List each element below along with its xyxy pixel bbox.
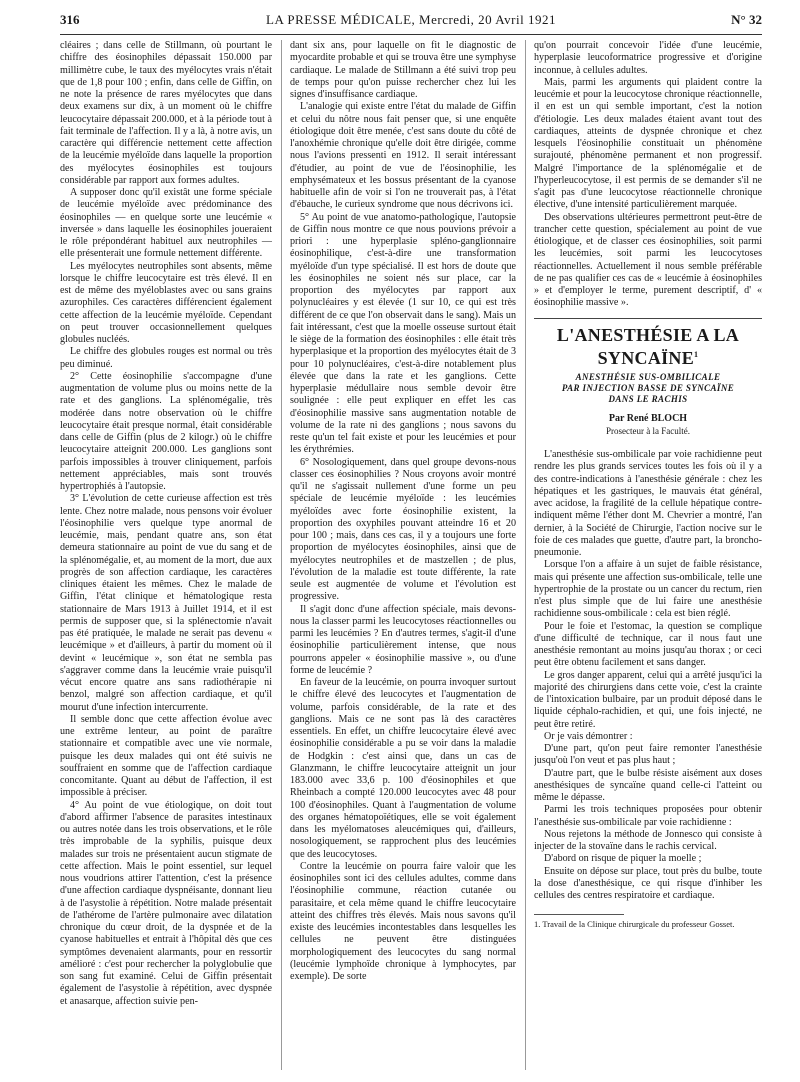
page-number: 316 — [60, 12, 80, 27]
header-rule — [60, 34, 762, 35]
paragraph: Le chiffre des globules rouges est normal ou très peu diminué. — [60, 346, 272, 370]
article-separator — [534, 318, 762, 319]
paragraph: L'anesthésie sus-ombilicale par voie rachidienne peut rendre les plus grands services toutes les fois où il y a des contre-indications à l'anesthésie générale : chez les hépatiques et les gastriques, le mauvais état général, avec acidose, la fragilité de la cellule hépatique contre-indiquent même l'éther dont M. Chevrier a montré, l'an dernier, à la Société de Chirurgie, l'action nocive sur le foie de ces malades que guette, d'autre part, la broncho-pneumonie. — [534, 449, 762, 558]
article-title-text: L'ANESTHÉSIE A LA SYNCAÏNE — [556, 324, 740, 368]
paragraph: Des observations ultérieures permettront peut-être de trancher cette question, spécialement au point de vue étiologique, et de classer ces éosinophilies, soit parmi les leucémies, soit parmi les leucocytoses réactionnelles. Actuellement il nous semble préférable de ne pas qualifier ces cas de « leucémie à éosinophiles » et d'employer le terme, purement descriptif, d' « éosinophilie massive ». — [534, 211, 762, 309]
article-subtitle: DANS LE RACHIS — [608, 393, 688, 404]
article-subtitle: PAR INJECTION BASSE DE SYNCAÏNE — [561, 382, 735, 393]
paragraph: Le gros danger apparent, celui qui a arrêté jusqu'ici la majorité des chirurgiens dans cette voie, c'est la crainte de l'intoxication bulbaire, par un produit déposé dans le liquide céphalo-rachidien, et qui, une fois injecté, ne peut être retiré. — [534, 669, 762, 730]
paragraph: D'autre part, que le bulbe résiste aisément aux doses anesthésiques de syncaïne quand celle-ci l'atteint ou même le dépasse. — [534, 767, 762, 803]
journal-title: LA PRESSE MÉDICALE, Mercredi, 20 Avril 1921 — [266, 12, 556, 27]
paragraph: Il s'agit donc d'une affection spéciale, mais devons-nous la classer parmi les leucocytoses réactionnelles ou parmi les leucémies ? En d'autres termes, s'agit-il d'une éosinophilie particulièrement intense, que nous pourrons appeler « éosinophilie massive », ou d'une forme de leucémie ? — [290, 603, 516, 676]
article-author: Par René BLOCH — [608, 412, 688, 424]
paragraph: Ensuite on dépose sur place, tout près du bulbe, toute la dose d'anesthésique, ce qui risque d'inhiber les cellules des centres respiratoire et cardiaque. — [534, 865, 762, 901]
article-title — [534, 325, 762, 368]
paragraph: L'analogie qui existe entre l'état du malade de Giffin et celui du nôtre nous fait penser que, si une enquête étiologique doit être menée, c'est sans doute du côté de l'anoxhémie chronique qu'elle doit être dirigée, comme nous l'avions pressenti en 1912. Il serait intéressant d'étudier, au point de vue de l'éosinophilie, les emphysémateux et les bossus présentant de la cyanose habituelle afin de voir si l'on ne trouverait pas, à l'état d'ébauche, le curieux syndrome que nous décrivons ici. — [290, 101, 516, 211]
paragraph: Or je vais démontrer : — [544, 730, 633, 742]
footnote-rule — [534, 914, 624, 915]
paragraph: 5° Au point de vue anatomo-pathologique, l'autopsie de Giffin nous montre ce que nous pouvions prévoir a priori : une hyperplasie spléno-ganglionnaire éosinophilique, c'est-à-dire une transformation myéloïde d'un type spécialisé. Il est hors de doute que les éosinophiles ne soient nés sur place, car la proportion des myélocytes par rapport aux polynucléaires y est élevée (1 sur 10, ce qui est très différent de ce que l'on observait dans le sang). Mais un fait intéressant, c'est que la moelle osseuse surtout était le siège de la formation des éosinophiles : elle était très hyperplasique et la proportion des myélocytes était de 3 pour 10 polynucléaires, c'est-à-dire notablement plus élevée que dans la rate et les ganglions. Cette hyperplasie médullaire nous semble devoir être soulignée : elle peut expliquer en effet les cas d'éosinophilie massive sans augmentation notable de volume de la rate ni des ganglions ; nous savons du reste qu'un tel fait existe et pour les leucémies et pour les érythrémies. — [290, 211, 516, 456]
issue-number: N° 32 — [731, 12, 762, 27]
article-subtitle: ANESTHÉSIE SUS-OMBILICALE — [575, 371, 721, 382]
footnote-marker: 1 — [694, 349, 699, 359]
paragraph: 2° Cette éosinophilie s'accompagne d'une augmentation de volume plus ou moins nette de la rate et des ganglions. La splénomégalie, très modérée dans notre observation où le chiffre leucocytaire était presque normal, était considérable dans celle de Giffin (plus de 2 kilogr.) où le chiffre leucocytaire atteignit 200.000. Les ganglions sont parfois impossibles à trouver cliniquement, parfois nettement appréciables, mais sont trouvés hypertrophiés à l'autopsie. — [60, 370, 272, 492]
column-divider — [281, 40, 282, 1070]
paragraph: 4° Au point de vue étiologique, on doit tout d'abord affirmer l'absence de parasites intestinaux ou autres notée dans les trois observations, et le rôle très improbable de la syphilis, puisque deux malades sur trois ne présentaient aucun stigmate de cette affection. Mais le point essentiel, sur lequel nous voudrions attirer l'attention, c'est la présence d'une affection cardiaque dyspnéisante, donnant lieu à de l'asystolie à répétition. Notre malade présentait de l'athérome de l'artère pulmonaire avec dilatation chronique du cœur droit, de la dyspnée et de la cyanose habituelles et entrait à l'hôpital dès que ces symptômes devenaient alarmants, pour en ressortir amélioré : c'est pour rechercher la polyglobulie que son sang fut examiné. Celui de Giffin présentait également de l'asystolie à répétition, avec dyspnée et anasarque, affection suivie pen- — [60, 799, 272, 1007]
paragraph: 3° L'évolution de cette curieuse affection est très lente. Chez notre malade, nous pensons voir évoluer l'éosinophilie vers quelque type anormal de leucémie, mais, pendant quatre ans, son état demeura stationnaire au point de vue du sang et de la splénomégalie, et, au moment de la mort, due aux progrès de son affection cardiaque, les caractères cliniques étaient les mêmes. Chez le malade de Giffin, l'état clinique et hématologique resta stationnaire de Mars 1913 à Juillet 1914, et il est permis de supposer que, si la splénectomie n'avait pas été pratiquée, le malade ne serait pas devenu « leucémique » et d'ailleurs, à partir du moment où il devint « leucémique », son état ne sembla pas s'aggraver comme dans la leucémie vraie puisqu'il vécut encore quatre ans sans radiothérapie ni benzol, malgré son affection cardiaque, et qu'il mourut d'une infection intercurrente. — [60, 493, 272, 713]
paragraph: cléaires ; dans celle de Stillmann, où pourtant le chiffre des éosinophiles dépassait 150.000 par millimètre cube, le taux des myélocytes vrais n'était que de 1,8 pour 100 ; enfin, dans celle de Giffin, on ne note la présence de rares myélocytes que dans deux examens sur dix, à un moment où le chiffre leucocytaire dépassait 200.000, et à la période tout à fait terminale de l'affection. Il y a là, à notre avis, un caractère qui différencie nettement cette affection de la leucémie myéloïde dans laquelle la proportion des myélocytes éosinophiles est toujours considérable par rapport aux formes adultes. — [60, 40, 272, 186]
paragraph: Parmi les trois techniques proposées pour obtenir l'anesthésie sus-ombilicale par voie rachidienne : — [534, 804, 762, 828]
paragraph: Les myélocytes neutrophiles sont absents, même lorsque le chiffre leucocytaire est très élevé. Il en est de même des myéloblastes avec ou sans grains azurophiles. Ces caractères différencient également cette affection de la leucémie myéloïde. Cependant on peut trouver occasionnellement quelques globules nucléés. — [60, 260, 272, 345]
paragraph: En faveur de la leucémie, on pourra invoquer surtout le chiffre élevé des leucocytes et l'augmentation de volume, parfois considérable, de la rate et des ganglions. Mais ce ne sont pas là des caractères essentiels. En effet, un chiffre leucocytaire élevé avec éosinophilie considérable a pu se voir dans la maladie de Hodgkin : c'est ainsi que, dans un cas de Glanzmann, le chiffre leucocytaire atteignit un jour 183.000 avec 33,6 p. 100 d'éosinophiles et que Rheinbach a compté 120.000 leucocytes avec 48 pour 100 d'éosinophiles. Quant à l'augmentation de volume des organes hématopoïétiques, elle se voit également dans les myélomatoses aleucémiques qui, d'ailleurs, nosologiquement, se rapprochent plus des leucémies que des leucocytoses. — [290, 677, 516, 860]
footnote: 1. Travail de la Clinique chirurgicale du professeur Gosset. — [534, 919, 735, 930]
paragraph: Nous rejetons la méthode de Jonnesco qui consiste à injecter de la stovaïne dans le rachis cervical. — [534, 828, 762, 852]
paragraph: dant six ans, pour laquelle on fit le diagnostic de myocardite probable et qui se trouva être une symphyse cardiaque. Le malade de Stillmann a été suivi trop peu de temps pour qu'on puisse rechercher chez lui les signes d'insuffisance cardiaque. — [290, 40, 516, 100]
paragraph: D'abord on risque de piquer la moelle ; — [544, 853, 702, 865]
paragraph: Lorsque l'on a affaire à un sujet de faible résistance, mais qui présente une affection sus-ombilicale, telle une hypertrophie de la prostate ou un cancer du rectum, rien n'est plus simple que de lui faire une anesthésie rachidienne sous-ombilicale : cela est bien réglé. — [534, 559, 762, 620]
paragraph: 6° Nosologiquement, dans quel groupe devons-nous classer ces éosinophilies ? Nous croyons avoir montré qu'il ne s'agissait nullement d'une forme un peu spéciale de leucémie myéloïde : les leucémies myéloïdes avec forte éosinophilie existent, la proportion des oxyphiles pouvant atteindre 16 et 20 pour 100 ; mais, dans ces cas, il y a toujours une forte proportion de myélocytes éosinophiles, ainsi que de myélocytes neutrophiles et de mastzellen ; de plus, l'évolution de la maladie est toute différente, la rate seule est augmentée de volume et l'évolution est progressive. — [290, 456, 516, 603]
running-header — [60, 12, 762, 32]
paragraph: Pour le foie et l'estomac, la question se complique d'une difficulté de technique, car il nous faut une anesthésie remontant au moins jusqu'au thorax ; or ceci peut être obtenu facilement et sans danger. — [534, 620, 762, 669]
column-2 — [290, 40, 516, 1072]
paragraph: D'une part, qu'on peut faire remonter l'anesthésie jusqu'où l'on veut et pas plus haut ; — [534, 743, 762, 767]
column-divider — [525, 40, 526, 1070]
paragraph: qu'on pourrait concevoir l'idée d'une leucémie, hyperplasie leucoformatrice progressive et d'origine inconnue, à cellules adultes. — [534, 40, 762, 76]
paragraph: Il semble donc que cette affection évolue avec une extrême lenteur, au point de paraître stationnaire et compatible avec une vie normale, puisque les deux malades qui ont été suivis ne souffraient en somme que de l'affection cardiaque concomitante. Quant au début de l'affection, il est impossible à préciser. — [60, 713, 272, 799]
paragraph: A supposer donc qu'il existât une forme spéciale de leucémie myéloïde avec prédominance des éosinophiles — en quelque sorte une leucémie « inversée » dans laquelle les éosinophiles joueraient le rôle prépondérant habituel aux neutrophiles — elle présenterait une formule nettement différente. — [60, 187, 272, 260]
column-1 — [60, 40, 272, 1072]
paragraph: Contre la leucémie on pourra faire valoir que les éosinophiles sont ici des cellules adultes, comme dans l'éosinophilie commune, réaction cutanée ou parasitaire, et cela même quand le chiffre leucocytaire atteint des chiffres très élevés. Mais nous savons qu'il existe des leucémies incontestables dans lesquelles les cellules ne peuvent être distinguées morphologiquement des leucocytes du sang normal (leucémie lymphoïde chronique à lymphocytes, par exemple). De sorte — [290, 860, 516, 982]
paragraph: Mais, parmi les arguments qui plaident contre la leucémie et pour la leucocytose chronique réactionnelle, il en est un qui semble important, c'est la notion d'étiologie. Les deux malades étaient avant tout des cardiaques, atteints de dyspnée chronique et chez lesquels l'éosinophilie constituait un phénomène surajouté, phénomène permanent et non progressif. Malgré l'importance de la splénomégalie et de l'hyperleucocytose, il est permis de se demander s'il ne s'agit pas d'une leucocytose réactionnelle chronique élective, d'une intensité particulièrement marquée. — [534, 76, 762, 211]
author-role: Prosecteur à la Faculté. — [606, 425, 690, 436]
column-3 — [534, 40, 762, 1072]
